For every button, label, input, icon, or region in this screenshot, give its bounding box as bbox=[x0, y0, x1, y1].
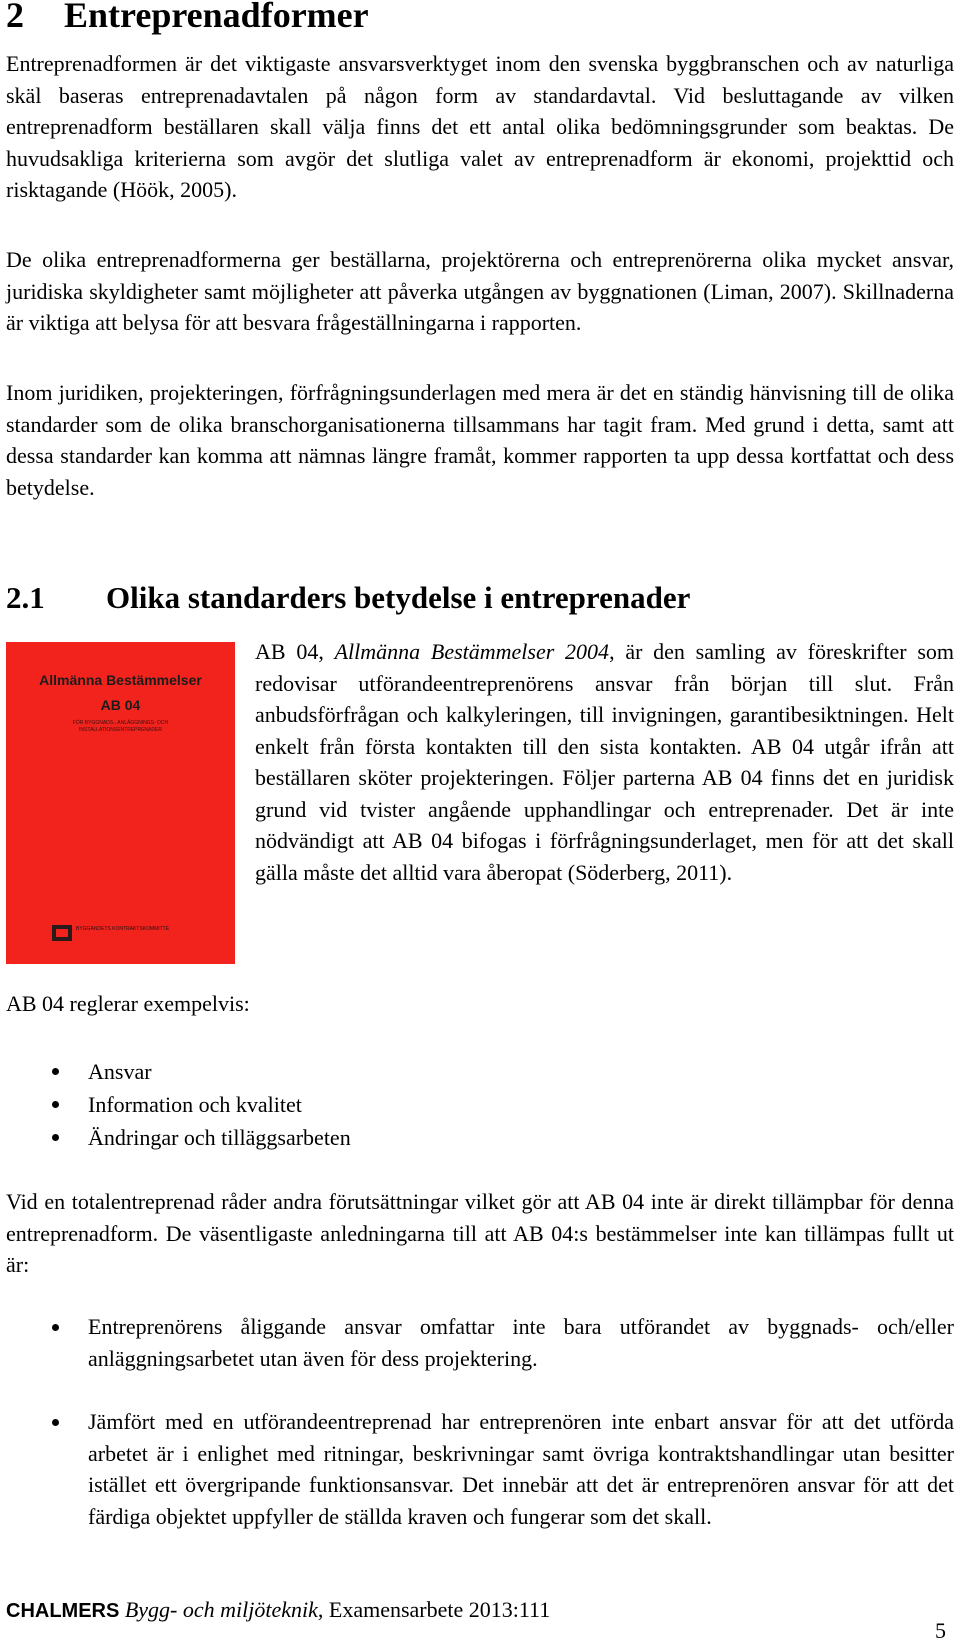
chapter-number: 2 bbox=[6, 0, 24, 35]
book-subtitle: AB 04 bbox=[100, 697, 141, 713]
intro-paragraph-1: Entreprenadformen är det viktigaste ansvarsverktyget inom den svenska byggbranschen och av naturliga skäl baseras entreprenadavtalen på någon form av standardavtal. Vid besluttagande av vilken entreprenadform beställaren skall välja finns det ett antal olika bedömningsgrunder som beaktas. De huvudsakliga kriterierna som avgör det slutliga valet av entreprenadform är ekonomi, projekttid och risktagande (Höök, 2005). bbox=[6, 51, 954, 202]
book-publisher: BYGGANDETS KONTRAKTSKOMMITTÉ bbox=[76, 926, 170, 932]
ab04-book-cover-image bbox=[6, 642, 235, 964]
page-number: 5 bbox=[935, 1618, 946, 1643]
list-item: Entreprenörens åliggande ansvar omfattar inte bara utförandet av byggnads- och/eller anläggningsarbetet utan även för dess projektering. bbox=[6, 1311, 954, 1374]
totalentreprenad-paragraph: Vid en totalentreprenad råder andra förutsättningar vilket gör att AB 04 inte är direkt tillämpbar för denna entreprenadform. De väsentligaste anledningarna till att AB 04:s bestämmelser inte kan tillämpas fullt ut är: bbox=[6, 1189, 954, 1277]
list-item: Jämfört med en utförandeentreprenad har entreprenören inte enbart ansvar för att det utförda arbetet är i enlighet med ritningar, beskrivningar samt övriga kontraktshandlingar utan besitter istället ett övergripande funktionsansvar. Det innebär att det är entreprenören ansvar för att det färdiga objektet uppfyller de ställda kraven och fungerar som det skall. bbox=[6, 1406, 954, 1532]
footer-thesis: , Examensarbete 2013:111 bbox=[317, 1597, 551, 1622]
chapter-heading bbox=[6, 0, 369, 36]
ab04-full-name: Allmänna Bestämmelser 2004 bbox=[334, 639, 610, 664]
intro-paragraph-2: De olika entreprenadformerna ger beställarna, projektörerna och entreprenörerna olika mycket ansvar, juridiska skyldigheter samt möjligheter att påverka utgången av byggnationen (Liman, 2007). Skillnaderna är viktiga att belysa för att besvara frågeställningarna i rapporten. bbox=[6, 247, 954, 335]
reasons-list bbox=[6, 1311, 954, 1532]
list-item: Ansvar bbox=[6, 1055, 954, 1088]
footer-brand: CHALMERS bbox=[6, 1600, 120, 1622]
section-heading bbox=[6, 580, 690, 616]
section-number: 2.1 bbox=[6, 580, 45, 615]
chapter-title: Entreprenadformer bbox=[64, 0, 369, 35]
list-item: Information och kvalitet bbox=[6, 1088, 954, 1121]
section-title: Olika standarders betydelse i entreprenader bbox=[106, 580, 691, 615]
regulates-list bbox=[6, 1055, 954, 1154]
page-footer bbox=[6, 1597, 550, 1623]
intro-paragraph-3: Inom juridiken, projekteringen, förfrågningsunderlagen med mera är det en ständig hänvisning till de olika standarder som de olika branschorganisationerna tillsammans har tagit fram. Med grund i detta, samt att dessa standarder kan komma att nämnas längre framåt, kommer rapporten ta upp dessa kortfattat och dess betydelse. bbox=[6, 380, 954, 500]
publisher-logo-icon bbox=[52, 925, 72, 941]
regulates-intro: AB 04 reglerar exempelvis: bbox=[6, 991, 250, 1016]
footer-department: Bygg- och miljöteknik bbox=[124, 1597, 318, 1622]
book-fine-print: FÖR BYGGNADS-, ANLÄGGNINGS- OCH INSTALLATIONSENTREPRENADER bbox=[72, 720, 169, 733]
ab04-paragraph: AB 04, Allmänna Bestämmelser 2004, är den samling av föreskrifter som redovisar utförandeentreprenörens ansvar från början till slut. Från anbudsförfrågan och kalkyleringen, till invigningen, garantibesiktningen. Helt enkelt från första kontakten till den sista kontakten. AB 04 utgår ifrån att beställaren sköter projekteringen. Följer parterna AB 04 finns det en juridisk grund vid tvister angående upphandlingar och entreprenader. Det är inte nödvändigt att AB 04 bifogas i förfrågningsunderlaget, men för att det skall gälla måste det alltid vara åberopat (Söderberg, 2011). bbox=[255, 639, 955, 885]
list-item: Ändringar och tilläggsarbeten bbox=[6, 1121, 954, 1154]
book-title: Allmänna Bestämmelser bbox=[39, 672, 202, 688]
